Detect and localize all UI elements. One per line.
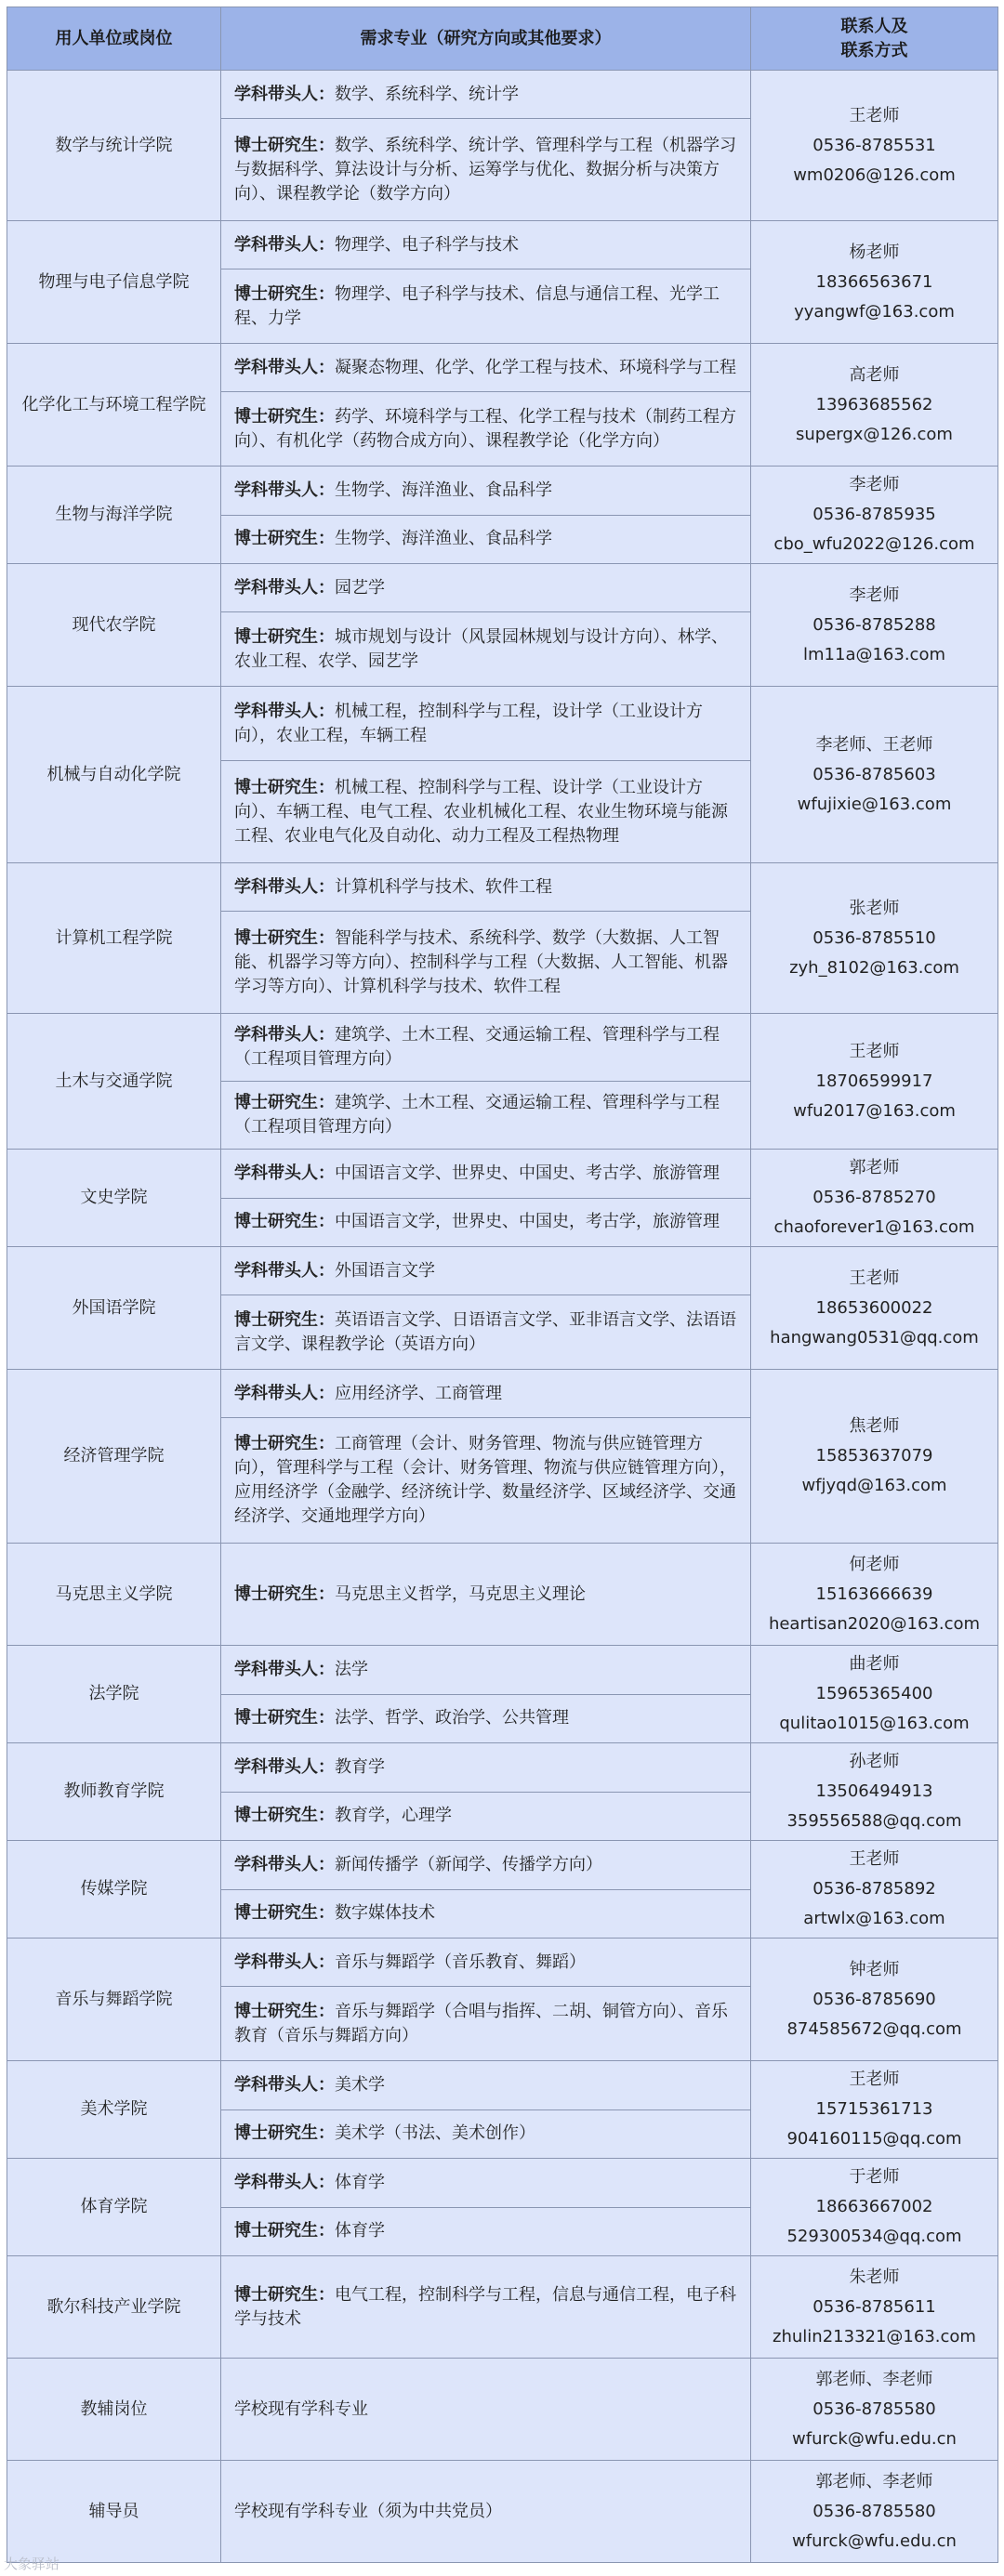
role-label: 博士研究生： xyxy=(234,1708,335,1728)
contact-phone: 0536-8785580 xyxy=(812,2399,936,2419)
contact-email: wfujixie@163.com xyxy=(797,794,952,814)
requirement-cell xyxy=(221,71,751,119)
table-row xyxy=(7,2359,998,2461)
requirement-text: 马克思主义哲学，马克思主义理论 xyxy=(335,1584,586,1604)
requirement-cell xyxy=(221,2159,751,2208)
contact-phone: 0536-8785270 xyxy=(812,1188,936,1207)
role-label: 博士研究生： xyxy=(234,1093,335,1112)
requirement-text: 生物学、海洋渔业、食品科学 xyxy=(335,480,552,500)
requirement-text: 智能科学与技术、系统科学、数学（大数据、人工智能、机器学习等方向）、控制科学与工程（大数据、人工智能、机器学习等方向）、计算机科学与技术、软件工程 xyxy=(234,927,728,996)
requirement-text: 物理学、电子科学与技术 xyxy=(335,234,519,255)
contact-phone: 13963685562 xyxy=(815,394,933,414)
table-row xyxy=(7,2159,998,2208)
requirement-text: 凝聚态物理、化学、化学工程与技术、环境科学与工程 xyxy=(335,357,736,377)
requirement-text: 法学、哲学、政治学、公共管理 xyxy=(335,1708,569,1728)
role-label: 博士研究生： xyxy=(234,529,335,549)
table-row xyxy=(7,2256,998,2359)
contact-email: cbo_wfu2022@126.com xyxy=(773,534,975,554)
contact-name: 李老师、王老师 xyxy=(815,734,933,755)
contact-email: wfjyqd@163.com xyxy=(801,1476,947,1495)
contact-phone: 13506494913 xyxy=(815,1781,933,1801)
unit-cell: 外国语学院 xyxy=(7,1247,221,1370)
requirement-cell xyxy=(221,612,751,687)
contact-phone: 15163666639 xyxy=(815,1584,933,1604)
contact-cell xyxy=(751,564,998,687)
requirement-cell xyxy=(221,2461,751,2563)
contact-cell xyxy=(751,1939,998,2061)
requirement-cell xyxy=(221,221,751,269)
requirement-cell xyxy=(221,269,751,344)
contact-phone: 0536-8785935 xyxy=(812,505,936,524)
requirement-text: 中国语言文学，世界史、中国史，考古学，旅游管理 xyxy=(335,1212,720,1232)
table-row xyxy=(7,221,998,269)
role-label: 学科带头人： xyxy=(234,1854,335,1874)
role-label: 学科带头人： xyxy=(234,1659,335,1679)
contact-name: 郭老师、李老师 xyxy=(815,2369,933,2389)
unit-cell: 经济管理学院 xyxy=(7,1370,221,1544)
requirement-cell xyxy=(221,1082,751,1150)
table-row xyxy=(7,2461,998,2563)
unit-cell: 土木与交通学院 xyxy=(7,1014,221,1150)
contact-cell xyxy=(751,1743,998,1841)
role-label: 学科带头人： xyxy=(234,876,335,897)
contact-email: wm0206@126.com xyxy=(793,164,956,185)
requirement-cell xyxy=(221,392,751,467)
contact-phone: 0536-8785892 xyxy=(812,1879,936,1899)
contact-name: 高老师 xyxy=(849,364,900,385)
unit-cell: 辅导员 xyxy=(7,2461,221,2563)
requirement-cell xyxy=(221,1418,751,1544)
unit-cell: 音乐与舞蹈学院 xyxy=(7,1939,221,2061)
contact-name: 李老师 xyxy=(849,475,900,494)
contact-email: hangwang0531@qq.com xyxy=(770,1327,979,1347)
requirement-text: 工商管理（会计、财务管理、物流与供应链管理方向），管理科学与工程（会计、财务管理、物流与供应链管理方向），应用经济学（金融学、经济统计学、数量经济学、区域经济学、交通经济学、交通地理学方向） xyxy=(234,1434,736,1526)
table-row xyxy=(7,1841,998,1890)
contact-phone: 0536-8785510 xyxy=(812,927,936,948)
requirement-cell xyxy=(221,1370,751,1418)
contact-phone: 0536-8785603 xyxy=(812,764,936,784)
requirement-cell xyxy=(221,1889,751,1939)
role-label: 学科带头人： xyxy=(234,1260,335,1281)
requirement-text: 计算机科学与技术、软件工程 xyxy=(335,876,552,897)
contact-phone: 15965365400 xyxy=(815,1684,933,1703)
table-row xyxy=(7,1544,998,1646)
header-contact-line2: 联系方式 xyxy=(840,40,908,60)
requirement-text: 生物学、海洋渔业、食品科学 xyxy=(335,529,552,549)
contact-name: 朱老师 xyxy=(849,2267,900,2287)
contact-phone: 18706599917 xyxy=(815,1071,933,1091)
requirement-text: 机械工程、控制科学与工程、设计学（工业设计方向）、车辆工程、电气工程、农业机械化工程、农业生物环境与能源工程、农业电气化及自动化、动力工程及工程热物理 xyxy=(234,777,728,846)
contact-phone: 0536-8785611 xyxy=(812,2296,936,2317)
unit-cell: 传媒学院 xyxy=(7,1841,221,1939)
header-contact-line1: 联系人及 xyxy=(840,16,908,36)
requirement-cell xyxy=(221,1743,751,1793)
contact-cell xyxy=(751,344,998,467)
requirement-cell xyxy=(221,863,751,912)
contact-email: zyh_8102@163.com xyxy=(789,957,959,978)
role-label: 博士研究生： xyxy=(234,406,335,427)
requirement-cell xyxy=(221,687,751,761)
requirement-cell xyxy=(221,1792,751,1841)
table-row xyxy=(7,1646,998,1695)
role-label: 博士研究生： xyxy=(234,2284,335,2305)
requirement-cell xyxy=(221,1987,751,2061)
contact-email: yyangwf@163.com xyxy=(794,301,955,322)
requirement-cell xyxy=(221,761,751,863)
role-label: 博士研究生： xyxy=(234,1903,335,1924)
role-label: 学科带头人： xyxy=(234,1163,335,1183)
requirement-text: 新闻传播学（新闻学、传播学方向） xyxy=(335,1854,602,1874)
contact-cell xyxy=(751,1544,998,1646)
contact-name: 杨老师 xyxy=(849,242,900,262)
contact-cell xyxy=(751,863,998,1014)
role-label: 博士研究生： xyxy=(234,777,335,797)
contact-name: 曲老师 xyxy=(849,1654,900,1674)
role-label: 学科带头人： xyxy=(234,1383,335,1403)
requirement-text: 教育学 xyxy=(335,1756,385,1777)
requirement-text: 中国语言文学、世界史、中国史、考古学、旅游管理 xyxy=(335,1163,720,1183)
role-label: 博士研究生： xyxy=(234,1309,335,1330)
contact-cell xyxy=(751,1150,998,1247)
requirement-cell xyxy=(221,344,751,392)
requirement-cell xyxy=(221,1198,751,1247)
requirement-text: 园艺学 xyxy=(335,577,385,598)
role-label: 博士研究生： xyxy=(234,927,335,948)
requirement-text: 外国语言文学 xyxy=(335,1260,435,1281)
contact-email: 359556588@qq.com xyxy=(786,1811,962,1831)
role-label: 学科带头人： xyxy=(234,1756,335,1777)
table-row xyxy=(7,1014,998,1082)
contact-cell xyxy=(751,221,998,344)
contact-email: artwlx@163.com xyxy=(803,1909,945,1928)
header-requirement: 需求专业（研究方向或其他要求） xyxy=(221,7,751,71)
contact-email: supergx@126.com xyxy=(796,424,953,444)
role-label: 博士研究生： xyxy=(234,2123,335,2144)
contact-name: 李老师 xyxy=(849,585,900,605)
requirement-cell xyxy=(221,1939,751,1987)
requirement-cell xyxy=(221,1247,751,1295)
requirement-text: 音乐与舞蹈学（合唱与指挥、二胡、铜管方向）、音乐教育（音乐与舞蹈方向） xyxy=(234,2001,728,2045)
contact-name: 孙老师 xyxy=(849,1752,900,1771)
requirement-text: 机械工程，控制科学与工程，设计学（工业设计方向），农业工程，车辆工程 xyxy=(234,701,703,745)
requirement-text: 美术学（书法、美术创作） xyxy=(335,2123,535,2144)
unit-cell: 体育学院 xyxy=(7,2159,221,2256)
contact-cell xyxy=(751,1370,998,1544)
contact-name: 郭老师、李老师 xyxy=(815,2471,933,2491)
role-label: 学科带头人： xyxy=(234,2172,335,2192)
contact-phone: 15715361713 xyxy=(815,2099,933,2119)
requirement-cell xyxy=(221,2207,751,2256)
contact-email: wfu2017@163.com xyxy=(793,1100,956,1121)
table-row xyxy=(7,71,998,119)
contact-email: zhulin213321@163.com xyxy=(773,2326,976,2346)
table-row xyxy=(7,1247,998,1295)
unit-cell: 教师教育学院 xyxy=(7,1743,221,1841)
contact-phone: 18366563671 xyxy=(815,271,933,292)
requirement-text: 数学、系统科学、统计学、管理科学与工程（机器学习与数据科学、算法设计与分析、运筹学与优化、数据分析与决策方向）、课程教学论（数学方向） xyxy=(234,135,736,204)
requirement-cell xyxy=(221,2359,751,2461)
contact-email: 874585672@qq.com xyxy=(786,2018,962,2039)
contact-name: 张老师 xyxy=(849,898,900,918)
requirement-cell xyxy=(221,564,751,612)
requirement-cell xyxy=(221,2256,751,2359)
role-label: 博士研究生： xyxy=(234,1806,335,1826)
contact-name: 王老师 xyxy=(849,1268,900,1288)
requirement-text: 数字媒体技术 xyxy=(335,1903,435,1924)
requirement-text: 体育学 xyxy=(335,2221,385,2241)
contact-email: 904160115@qq.com xyxy=(786,2129,962,2149)
table-row xyxy=(7,687,998,761)
contact-email: heartisan2020@163.com xyxy=(768,1613,981,1634)
role-label: 博士研究生： xyxy=(234,1212,335,1232)
role-label: 学科带头人： xyxy=(234,480,335,500)
requirement-text: 物理学、电子科学与技术、信息与通信工程、光学工程、力学 xyxy=(234,283,720,328)
role-label: 学科带头人： xyxy=(234,1025,335,1045)
contact-name: 王老师 xyxy=(849,2070,900,2089)
table-row xyxy=(7,1150,998,1199)
unit-cell: 文史学院 xyxy=(7,1150,221,1247)
requirement-text: 音乐与舞蹈学（音乐教育、舞蹈） xyxy=(335,1952,586,1972)
role-label: 学科带头人： xyxy=(234,357,335,377)
table-row xyxy=(7,1370,998,1418)
contact-email: 529300534@qq.com xyxy=(786,2227,962,2246)
watermark: 大象驿站 xyxy=(4,2556,60,2572)
requirement-cell xyxy=(221,1841,751,1890)
contact-phone: 0536-8785580 xyxy=(812,2501,936,2521)
unit-cell: 计算机工程学院 xyxy=(7,863,221,1014)
contact-email: lm11a@163.com xyxy=(803,644,945,664)
table-row xyxy=(7,1743,998,1793)
header-unit: 用人单位或岗位 xyxy=(7,7,221,71)
table-row xyxy=(7,467,998,516)
table-row xyxy=(7,344,998,392)
role-label: 学科带头人： xyxy=(234,701,335,721)
unit-cell: 化学化工与环境工程学院 xyxy=(7,344,221,467)
requirement-text: 美术学 xyxy=(335,2074,385,2095)
contact-cell xyxy=(751,2461,998,2563)
requirement-text: 学校现有学科专业（须为中共党员） xyxy=(234,2501,502,2521)
requirement-text: 学校现有学科专业 xyxy=(234,2399,368,2419)
unit-cell: 美术学院 xyxy=(7,2061,221,2159)
requirement-text: 药学、环境科学与工程、化学工程与技术（制药工程方向）、有机化学（药物合成方向）、课程教学论（化学方向） xyxy=(234,406,736,451)
contact-name: 于老师 xyxy=(849,2167,900,2187)
unit-cell: 马克思主义学院 xyxy=(7,1544,221,1646)
contact-email: wfurck@wfu.edu.cn xyxy=(792,2530,957,2551)
requirement-cell xyxy=(221,2109,751,2159)
role-label: 学科带头人： xyxy=(234,577,335,598)
role-label: 博士研究生： xyxy=(234,1584,335,1604)
requirement-cell xyxy=(221,1150,751,1199)
contact-cell xyxy=(751,71,998,221)
role-label: 博士研究生： xyxy=(234,1434,335,1453)
contact-phone: 18663667002 xyxy=(815,2197,933,2216)
table-body xyxy=(7,71,998,2563)
contact-phone: 15853637079 xyxy=(815,1446,933,1465)
requirement-cell xyxy=(221,2061,751,2110)
table-header-row xyxy=(7,7,998,71)
requirement-cell xyxy=(221,1295,751,1370)
requirement-text: 建筑学、土木工程、交通运输工程、管理科学与工程（工程项目管理方向） xyxy=(234,1025,720,1069)
role-label: 学科带头人： xyxy=(234,2074,335,2095)
requirement-text: 城市规划与设计（风景园林规划与设计方向）、林学、农业工程、农学、园艺学 xyxy=(234,626,728,671)
unit-cell: 教辅岗位 xyxy=(7,2359,221,2461)
unit-cell: 机械与自动化学院 xyxy=(7,687,221,863)
contact-name: 郭老师 xyxy=(849,1158,900,1177)
contact-name: 焦老师 xyxy=(849,1416,900,1436)
table-row xyxy=(7,2061,998,2110)
contact-cell xyxy=(751,2359,998,2461)
contact-email: wfurck@wfu.edu.cn xyxy=(792,2428,957,2449)
contact-phone: 0536-8785531 xyxy=(812,135,936,155)
contact-cell xyxy=(751,2256,998,2359)
role-label: 博士研究生： xyxy=(234,2221,335,2241)
unit-cell: 法学院 xyxy=(7,1646,221,1743)
requirement-text: 应用经济学、工商管理 xyxy=(335,1383,502,1403)
requirement-text: 建筑学、土木工程、交通运输工程、管理科学与工程（工程项目管理方向） xyxy=(234,1093,720,1137)
contact-cell xyxy=(751,1841,998,1939)
role-label: 博士研究生： xyxy=(234,626,335,647)
requirement-cell xyxy=(221,1646,751,1695)
contact-cell xyxy=(751,1646,998,1743)
header-contact xyxy=(751,7,998,71)
table-row xyxy=(7,863,998,912)
requirement-text: 英语语言文学、日语语言文学、亚非语言文学、法语语言文学、课程教学论（英语方向） xyxy=(234,1309,736,1354)
requirement-cell xyxy=(221,1014,751,1082)
contact-name: 钟老师 xyxy=(849,1959,900,1979)
contact-email: qulitao1015@163.com xyxy=(779,1714,970,1733)
requirement-text: 教育学，心理学 xyxy=(335,1806,452,1826)
table-row xyxy=(7,1939,998,1987)
contact-cell xyxy=(751,1247,998,1370)
role-label: 学科带头人： xyxy=(234,1952,335,1972)
requirement-cell xyxy=(221,467,751,516)
contact-phone: 18653600022 xyxy=(815,1297,933,1318)
requirement-cell xyxy=(221,1694,751,1743)
unit-cell: 物理与电子信息学院 xyxy=(7,221,221,344)
contact-phone: 0536-8785690 xyxy=(812,1989,936,2009)
unit-cell: 现代农学院 xyxy=(7,564,221,687)
requirement-cell xyxy=(221,515,751,564)
role-label: 博士研究生： xyxy=(234,135,335,155)
unit-cell: 生物与海洋学院 xyxy=(7,467,221,564)
contact-cell xyxy=(751,2061,998,2159)
role-label: 博士研究生： xyxy=(234,283,335,304)
unit-cell: 数学与统计学院 xyxy=(7,71,221,221)
contact-cell xyxy=(751,687,998,863)
requirement-text: 电气工程，控制科学与工程，信息与通信工程，电子科学与技术 xyxy=(234,2284,736,2329)
unit-cell: 歌尔科技产业学院 xyxy=(7,2256,221,2359)
contact-email: chaoforever1@163.com xyxy=(773,1217,975,1237)
requirement-text: 数学、系统科学、统计学 xyxy=(335,84,519,104)
contact-cell xyxy=(751,1014,998,1150)
contact-cell xyxy=(751,2159,998,2256)
contact-name: 何老师 xyxy=(849,1554,900,1574)
role-label: 学科带头人： xyxy=(234,234,335,255)
recruitment-table xyxy=(7,7,998,2563)
requirement-cell xyxy=(221,119,751,221)
requirement-cell xyxy=(221,1544,751,1646)
requirement-cell xyxy=(221,912,751,1014)
contact-name: 王老师 xyxy=(849,105,900,125)
contact-name: 王老师 xyxy=(849,1849,900,1869)
table-row xyxy=(7,564,998,612)
contact-phone: 0536-8785288 xyxy=(812,614,936,635)
requirement-text: 体育学 xyxy=(335,2172,385,2192)
contact-cell xyxy=(751,467,998,564)
role-label: 学科带头人： xyxy=(234,84,335,104)
contact-name: 王老师 xyxy=(849,1041,900,1061)
requirement-text: 法学 xyxy=(335,1659,368,1679)
role-label: 博士研究生： xyxy=(234,2001,335,2021)
